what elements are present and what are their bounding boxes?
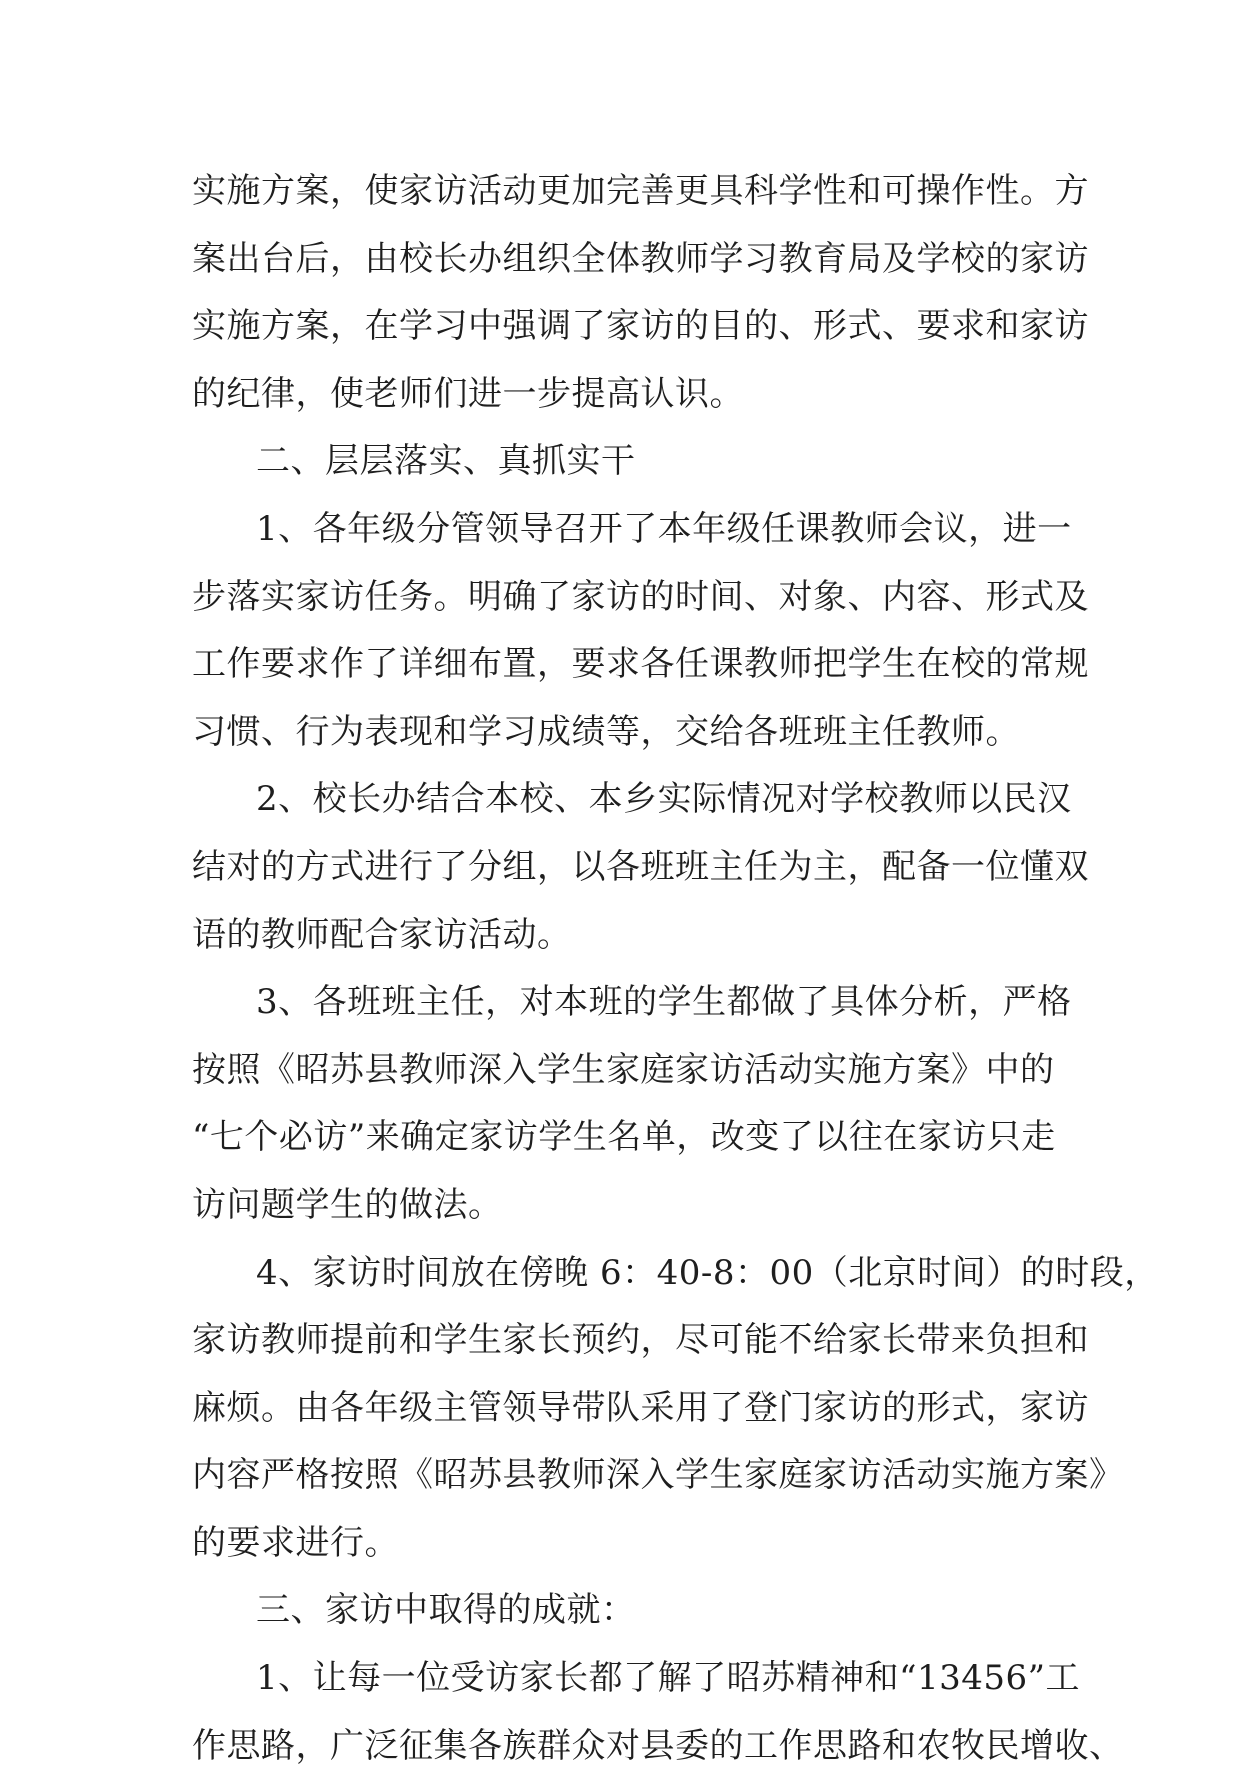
text-line: 4、家访时间放在傍晚 6：40-8：00（北京时间）的时段，	[256, 1252, 1159, 1293]
text-line: 的纪律，使老师们进一步提高认识。	[192, 373, 744, 414]
text-line: 案出台后，由校长办组织全体教师学习教育局及学校的家访	[192, 238, 1089, 279]
text-line: 语的教师配合家访活动。	[192, 914, 572, 955]
text-line: 家访教师提前和学生家长预约，尽可能不给家长带来负担和	[192, 1320, 1089, 1361]
text-line: 工作要求作了详细布置，要求各任课教师把学生在校的常规	[192, 644, 1089, 685]
text-line: 习惯、行为表现和学习成绩等，交给各班班主任教师。	[192, 711, 1020, 752]
text-line: “七个必访”来确定家访学生名单，改变了以往在家访只走	[192, 1117, 1056, 1158]
text-line: 2、校长办结合本校、本乡实际情况对学校教师以民汉	[256, 779, 1072, 820]
text-line: 内容严格按照《昭苏县教师深入学生家庭家访活动实施方案》	[192, 1455, 1124, 1496]
text-line: 1、让每一位受访家长都了解了昭苏精神和“13456”工	[256, 1658, 1081, 1699]
text-line: 实施方案，在学习中强调了家访的目的、形式、要求和家访	[192, 306, 1089, 347]
text-line: 访问题学生的做法。	[192, 1184, 503, 1225]
text-line: 按照《昭苏县教师深入学生家庭家访活动实施方案》中的	[192, 1049, 1055, 1090]
text-line: 3、各班班主任，对本班的学生都做了具体分析，严格	[256, 982, 1072, 1023]
text-line: 实施方案，使家访活动更加完善更具科学性和可操作性。方	[192, 171, 1089, 211]
text-line: 作思路，广泛征集各族群众对县委的工作思路和农牧民增收、	[192, 1725, 1124, 1766]
section-heading: 二、层层落实、真抓实干	[256, 441, 636, 482]
text-line: 步落实家访任务。明确了家访的时间、对象、内容、形式及	[192, 576, 1089, 617]
text-line: 的要求进行。	[192, 1522, 399, 1563]
section-heading: 三、家访中取得的成就：	[256, 1590, 636, 1631]
text-line: 结对的方式进行了分组，以各班班主任为主，配备一位懂双	[192, 846, 1089, 887]
text-line: 麻烦。由各年级主管领导带队采用了登门家访的形式，家访	[192, 1387, 1089, 1428]
document-body	[192, 158, 1159, 1780]
text-line: 1、各年级分管领导召开了本年级任课教师会议，进一	[256, 508, 1072, 549]
